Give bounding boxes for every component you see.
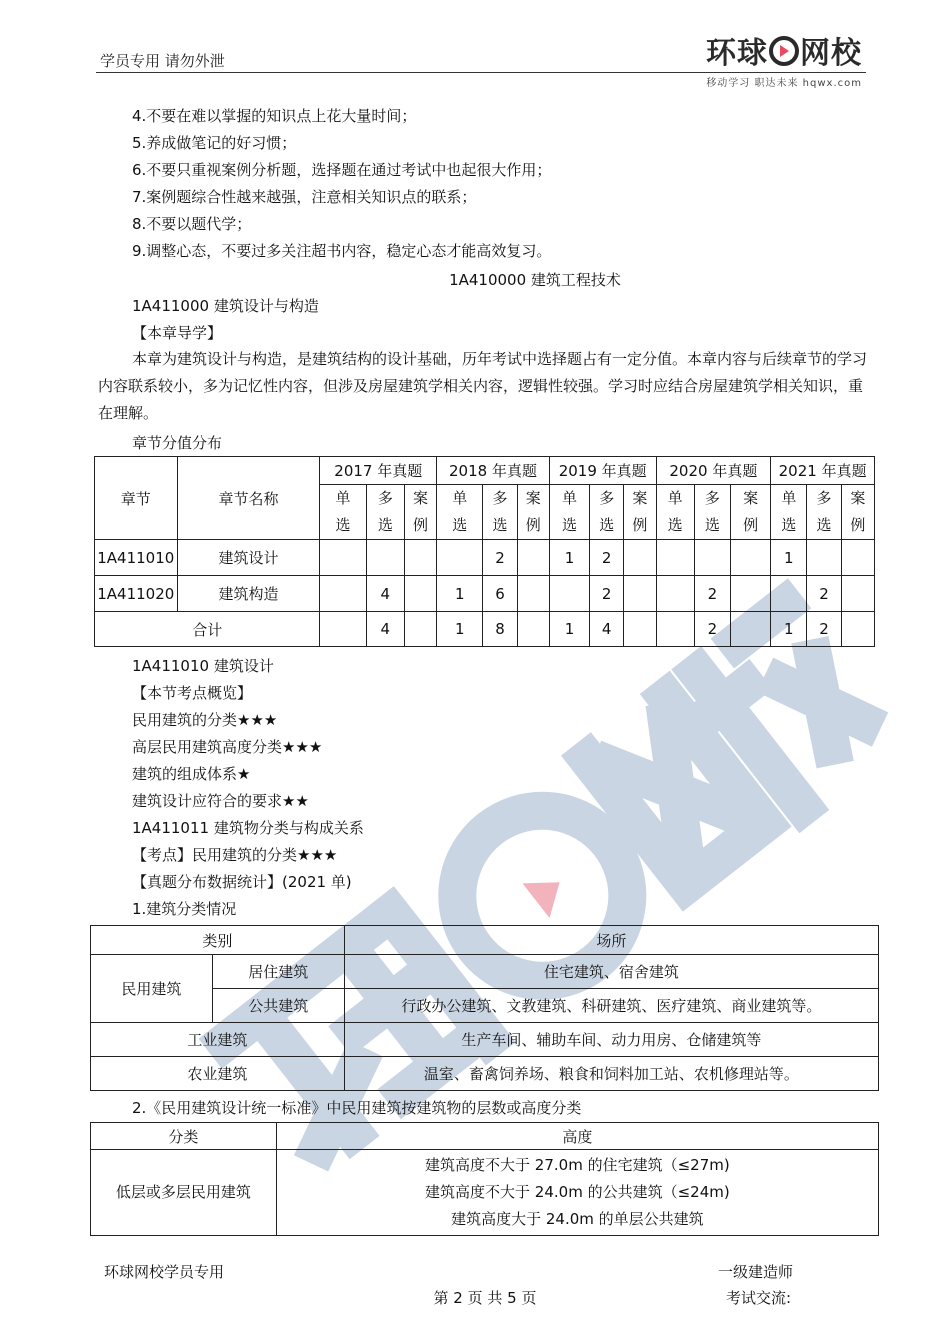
total-cell [841, 612, 874, 647]
score-cell: 1 [437, 576, 483, 612]
score-cell: 2 [590, 540, 624, 576]
score-cell [841, 576, 874, 612]
score-cell [404, 540, 436, 576]
cat-civil: 民用建筑 [91, 955, 213, 1023]
sub-header-bottom: 例 [632, 516, 648, 534]
total-cell: 1 [771, 612, 807, 647]
sub-header-top: 单 [667, 489, 683, 507]
sub-header [590, 485, 624, 540]
sub-header-bottom: 选 [377, 516, 393, 534]
sub-header-top: 单 [452, 489, 468, 507]
total-cell: 2 [807, 612, 841, 647]
sub-header [404, 485, 436, 540]
sub-header-top: 案 [413, 489, 429, 507]
total-cell [320, 612, 366, 647]
score-cell [771, 576, 807, 612]
year-header: 2021 年真题 [771, 457, 875, 485]
logo-slogan: 移动学习 职达未来 hqwx.com [706, 78, 862, 89]
tip-line: 8.不要以题代学； [132, 215, 252, 233]
score-cell [656, 576, 694, 612]
year-header: 2019 年真题 [549, 457, 656, 485]
chapter-name: 建筑构造 [177, 576, 320, 612]
score-cell [730, 540, 770, 576]
sub-header-top: 案 [743, 489, 759, 507]
chapter-name: 建筑设计 [177, 540, 320, 576]
sub-header [730, 485, 770, 540]
footer-exam-name: 一级建造师 [718, 1263, 794, 1281]
cat-industrial-place: 生产车间、辅助车间、动力用房、仓储建筑等 [344, 1023, 878, 1057]
height-rule: 建筑高度不大于 24.0m 的公共建筑（≤24m) [425, 1183, 730, 1201]
score-cell: 1 [549, 540, 589, 576]
sub-header-top: 单 [561, 489, 577, 507]
sub-header-bottom: 选 [816, 516, 832, 534]
height-heading: 2.《民用建筑设计统一标准》中民用建筑按建筑物的层数或高度分类 [132, 1099, 582, 1117]
chapter-code: 1A411020 [95, 576, 178, 612]
score-cell: 2 [694, 576, 730, 612]
cat-agricultural: 农业建筑 [91, 1057, 345, 1091]
total-cell [404, 612, 436, 647]
overview-label: 【本节考点概览】 [132, 684, 253, 702]
score-cell: 4 [366, 576, 404, 612]
overview-item: 建筑的组成体系★ [132, 765, 251, 783]
score-cell [730, 576, 770, 612]
sub-header-bottom: 选 [492, 516, 508, 534]
sub-header-bottom: 选 [561, 516, 577, 534]
tip-line: 6.不要只重视案例分析题，选择题在通过考试中也起很大作用； [132, 161, 552, 179]
col-chapter-header: 章节 [95, 457, 178, 540]
total-label: 合计 [95, 612, 320, 647]
sub-header-top: 多 [377, 489, 393, 507]
total-cell: 2 [694, 612, 730, 647]
sub-header-bottom: 例 [850, 516, 866, 534]
total-cell [656, 612, 694, 647]
score-cell: 1 [771, 540, 807, 576]
score-cell [437, 540, 483, 576]
sub-header [841, 485, 874, 540]
sub-header-bottom: 选 [704, 516, 720, 534]
tip-line: 9.调整心态，不要过多关注超书内容，稳定心态才能高效复习。 [132, 242, 552, 260]
height-class-table [90, 1122, 879, 1236]
sub-header-top: 单 [335, 489, 351, 507]
subsection-title: 1A411010 建筑设计 [132, 657, 274, 675]
score-distribution-table [94, 456, 875, 647]
cat-place-header: 场所 [344, 926, 878, 955]
total-cell [517, 612, 549, 647]
year-header: 2017 年真题 [320, 457, 437, 485]
score-cell [404, 576, 436, 612]
height-class-header: 分类 [91, 1123, 277, 1150]
logo-play-icon [769, 36, 799, 66]
score-cell [624, 576, 656, 612]
cat-industrial: 工业建筑 [91, 1023, 345, 1057]
point-label: 【考点】民用建筑的分类★★★ [132, 846, 338, 864]
sub-header [807, 485, 841, 540]
sub-header [320, 485, 366, 540]
overview-item: 民用建筑的分类★★★ [132, 711, 278, 729]
sub-header-top: 单 [781, 489, 797, 507]
tip-line: 5.养成做笔记的好习惯； [132, 134, 297, 152]
year-header: 2018 年真题 [437, 457, 550, 485]
topic-title: 1A411011 建筑物分类与构成关系 [132, 819, 364, 837]
cat-residential: 居住建筑 [212, 955, 344, 989]
sub-header [483, 485, 517, 540]
logo-text-2: 网校 [800, 36, 862, 71]
height-rule: 建筑高度不大于 27.0m 的住宅建筑（≤27m) [425, 1156, 730, 1174]
sub-header-bottom: 选 [781, 516, 797, 534]
score-cell [517, 576, 549, 612]
sub-header [624, 485, 656, 540]
sub-header [549, 485, 589, 540]
total-cell: 8 [483, 612, 517, 647]
year-header: 2020 年真题 [656, 457, 771, 485]
sub-header-top: 案 [525, 489, 541, 507]
score-cell: 2 [807, 576, 841, 612]
guide-label: 【本章导学】 [132, 324, 223, 342]
sub-header-top: 多 [492, 489, 508, 507]
section-title: 1A411000 建筑设计与构造 [132, 297, 319, 315]
sub-header-bottom: 选 [452, 516, 468, 534]
guide-paragraph: 本章为建筑设计与构造，是建筑结构的设计基础，历年考试中选择题占有一定分值。本章内容与后续章节的学习内容联系较小，多为记忆性内容，但涉及房屋建筑学相关内容，逻辑性较强。学习时应结合房屋建筑学相关知识，重在理解。 [98, 350, 868, 422]
score-cell: 2 [483, 540, 517, 576]
sub-header-top: 案 [632, 489, 648, 507]
sub-header-bottom: 选 [599, 516, 615, 534]
sub-header [694, 485, 730, 540]
overview-item: 建筑设计应符合的要求★★ [132, 792, 309, 810]
chapter-code: 1A411010 [95, 540, 178, 576]
sub-header-bottom: 例 [413, 516, 429, 534]
score-cell [320, 576, 366, 612]
score-cell [624, 540, 656, 576]
sub-header-top: 多 [599, 489, 615, 507]
sub-header-top: 多 [704, 489, 720, 507]
sub-header [656, 485, 694, 540]
footer-page-number: 第 2 页 共 5 页 [433, 1289, 537, 1307]
cat-agricultural-place: 温室、畜禽饲养场、粮食和饲料加工站、农机修理站等。 [344, 1057, 878, 1091]
footer-left: 环球网校学员专用 [104, 1263, 225, 1281]
total-cell: 4 [366, 612, 404, 647]
category-heading: 1.建筑分类情况 [132, 900, 237, 918]
sub-header-bottom: 选 [667, 516, 683, 534]
brand-logo [706, 28, 862, 89]
score-cell [656, 540, 694, 576]
chapter-title: 1A410000 建筑工程技术 [449, 271, 621, 289]
sub-header-top: 案 [850, 489, 866, 507]
sub-header [437, 485, 483, 540]
building-category-table [90, 925, 879, 1091]
score-cell [694, 540, 730, 576]
overview-item: 高层民用建筑高度分类★★★ [132, 738, 323, 756]
sub-header-bottom: 例 [525, 516, 541, 534]
col-name-header: 章节名称 [177, 457, 320, 540]
score-cell [517, 540, 549, 576]
cat-public-place: 行政办公建筑、文教建筑、科研建筑、医疗建筑、商业建筑等。 [344, 989, 878, 1023]
header-confidential-label: 学员专用 请勿外泄 [100, 52, 225, 70]
height-header: 高度 [276, 1123, 878, 1150]
score-cell [807, 540, 841, 576]
score-cell [549, 576, 589, 612]
score-cell: 2 [590, 576, 624, 612]
score-cell [841, 540, 874, 576]
cat-residential-place: 住宅建筑、宿舍建筑 [344, 955, 878, 989]
sub-header [771, 485, 807, 540]
sub-header-bottom: 选 [335, 516, 351, 534]
score-cell [366, 540, 404, 576]
total-cell: 1 [437, 612, 483, 647]
score-cell: 6 [483, 576, 517, 612]
total-cell [624, 612, 656, 647]
sub-header [517, 485, 549, 540]
total-cell [730, 612, 770, 647]
score-cell [320, 540, 366, 576]
cat-type-header: 类别 [91, 926, 345, 955]
tip-line: 4.不要在难以掌握的知识点上花大量时间； [132, 107, 417, 125]
sub-header-top: 多 [816, 489, 832, 507]
logo-text-1: 环球 [706, 36, 768, 71]
tip-line: 7.案例题综合性越来越强，注意相关知识点的联系； [132, 188, 477, 206]
total-cell: 1 [549, 612, 589, 647]
stats-label: 【真题分布数据统计】(2021 单) [132, 873, 352, 891]
sub-header [366, 485, 404, 540]
score-dist-label: 章节分值分布 [132, 434, 223, 452]
height-rule: 建筑高度大于 24.0m 的单层公共建筑 [451, 1210, 704, 1228]
low-rise-label: 低层或多层民用建筑 [91, 1150, 277, 1236]
cat-public: 公共建筑 [212, 989, 344, 1023]
total-cell: 4 [590, 612, 624, 647]
footer-exam-exchange: 考试交流: [726, 1289, 792, 1307]
sub-header-bottom: 例 [743, 516, 759, 534]
